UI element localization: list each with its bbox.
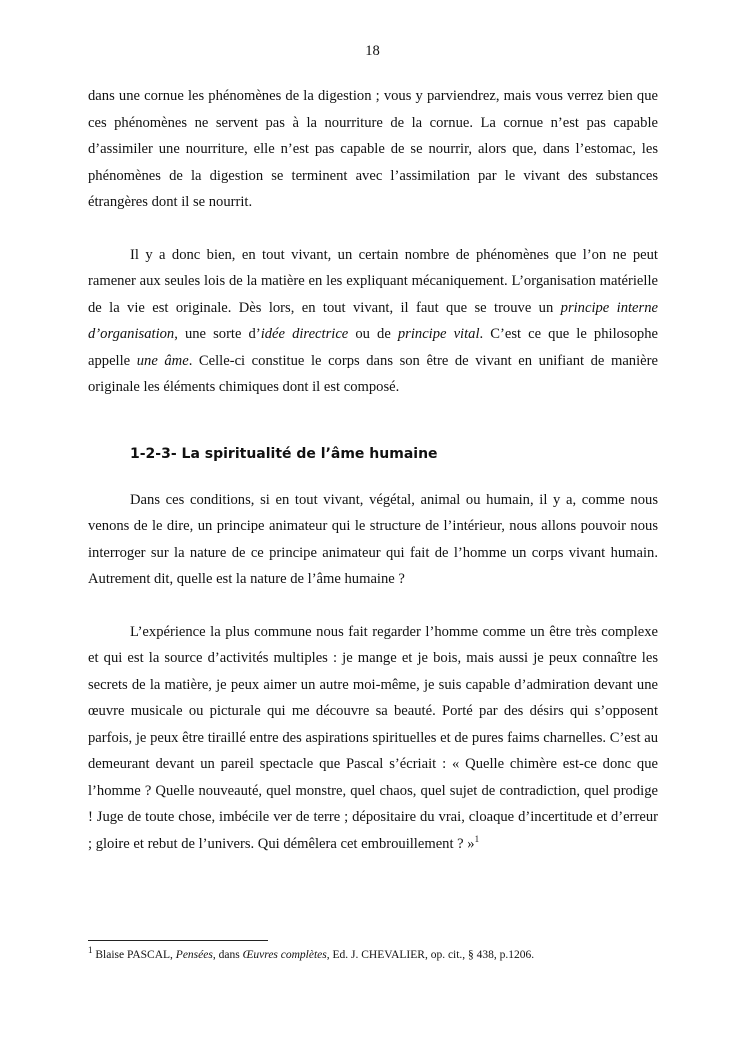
paragraph-digestion: dans une cornue les phénomènes de la digestion ; vous y parviendrez, mais vous verrez bien que ces phénomènes ne servent pas à la nourriture de la cornue. La cornue n’est pas capable d’assimiler une nourriture, elle n’est pas capable de se nourrir, alors que, dans l’estomac, les phénomènes de la digestion se terminent avec l’assimilation par le vivant des substances étrangères dont il se nourrit. [88, 88, 658, 210]
emphasis-idee-directrice: idée directrice [260, 326, 349, 342]
footnote-title-pensees: Pensées [175, 949, 213, 961]
emphasis-principe-vital: principe vital [397, 326, 480, 342]
footnote-title-oeuvres: Œuvres complètes [242, 949, 327, 961]
footnote-separator [88, 940, 268, 941]
footnote: $^1$ Blaise PASCAL, Pensées, dans Œuvres complètes, Ed. J. CHEVALIER, op. cit., § 438, p.1206. [88, 945, 535, 961]
paragraph-pascal: L’expérience la plus commune nous fait regarder l’homme comme un être très complexe et qui est la source d’activités multiples : je mange et je bois, mais aussi je peux connaître les secrets de la matière, je peux aimer un autre moi-même, je suis capable d’admiration devant une œuvre musicale ou picturale qui me découvre sa beauté. Porté par des désirs qui s’opposent parfois, je peux être tiraillé entre des aspirations spirituelles et de pures faims charnelles. C’est au demeurant devant un pareil spectacle que Pascal s’écriait : « Quelle chimère est-ce donc que l’homme ? Quelle nouveauté, quel monstre, quel chaos, quel sujet de contradiction, quel prodige ! Juge de toute chose, imbécile ver de terre ; dépositaire du vrai, cloaque d’incertitude et d’erreur ; gloire et rebut de l’univers. Qui démêlera cet embrouillement ? »$^1$ [88, 623, 658, 852]
emphasis-une-ame: une âme [136, 352, 189, 369]
footnote-number: 1 [88, 945, 93, 956]
emphasis-principe-interne: principe interne d’organisation [88, 299, 658, 342]
paragraph-ame-humaine: Dans ces conditions, si en tout vivant, végétal, animal ou humain, il y a, comme nous venons de le dire, un principe animateur qui le structure de l’intérieur, nous allons pouvoir nous interroger sur la nature de ce principe animateur qui fait de l’homme un corps vivant humain. Autrement dit, quelle est la nature de l’âme humaine ? [88, 491, 658, 587]
footnote-reference[interactable]: 1 [474, 833, 480, 844]
paragraph-principe-vital: Il y a donc bien, en tout vivant, un certain nombre de phénomènes que l’on ne peut ramener aux seules lois de la matière en les expliquant mécaniquement. L’organisation matérielle de la vie est originale. Dès lors, en tout vivant, il faut que se trouve un principe interne d’organisation, une sorte d’idée directrice ou de principe vital. C’est ce que le philosophe appelle une âme. Celle-ci constitue le corps dans son être de vivant en unifiant de manière originale les éléments chimiques dont il est composé. [88, 246, 658, 395]
page-number: 18 [365, 43, 380, 59]
body-text [88, 83, 658, 857]
section-heading: 1-2-3- La spiritualité de l’âme humaine [130, 445, 438, 462]
